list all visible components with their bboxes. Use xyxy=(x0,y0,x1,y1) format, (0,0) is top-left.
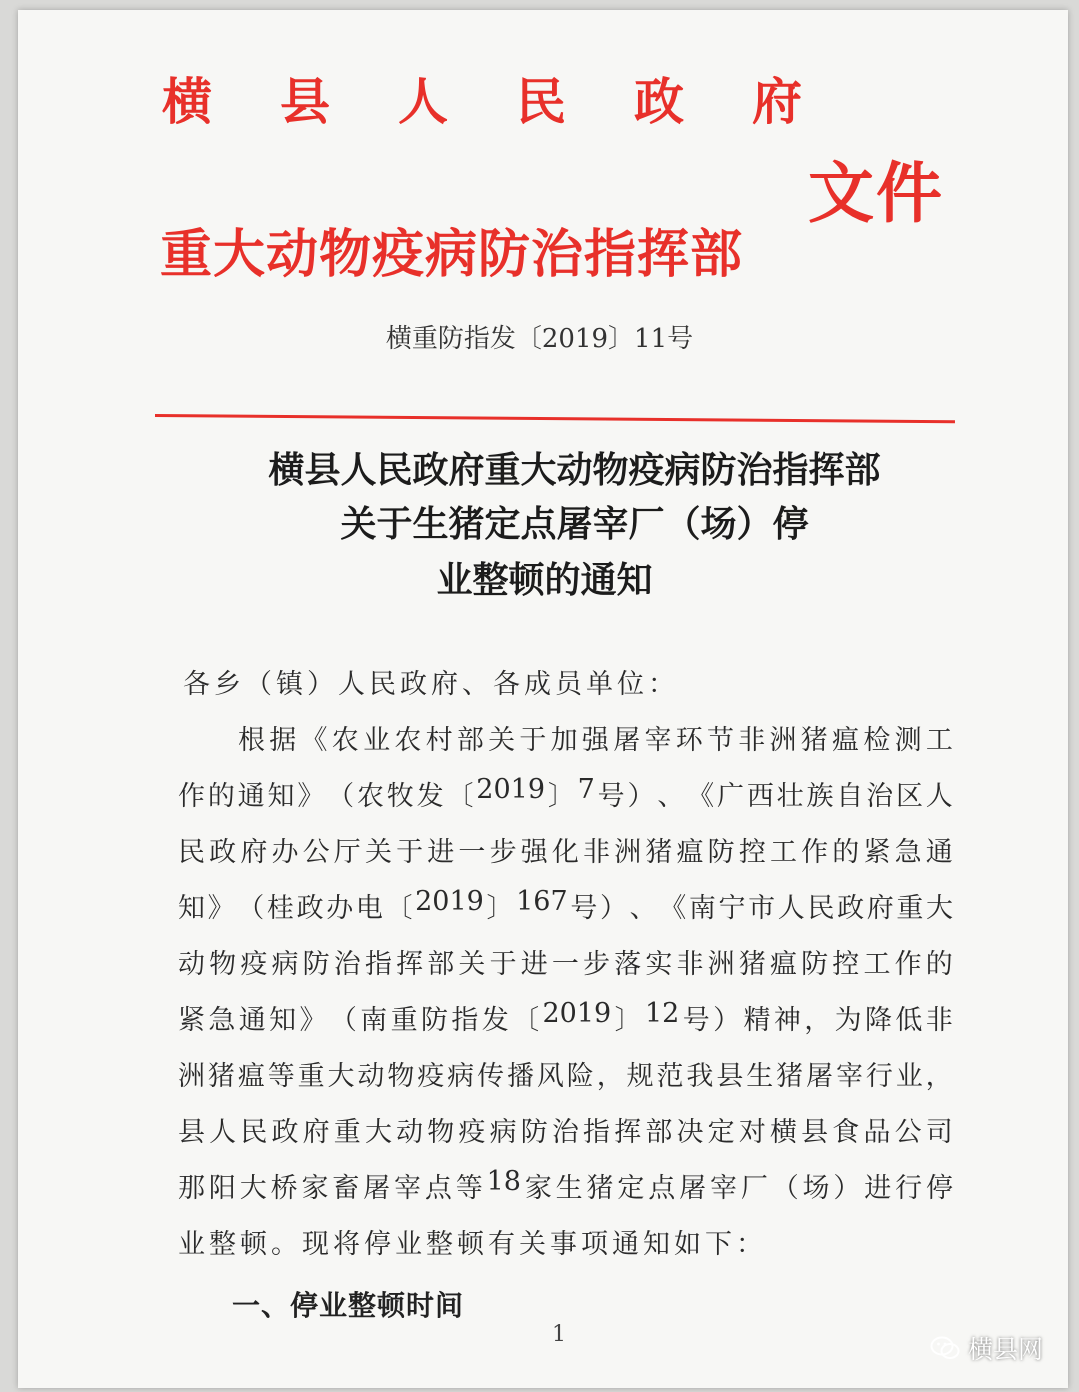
header-char: 横 xyxy=(162,73,212,131)
body-line: 洲 猪 瘟 等 重 大 动 物 疫 病 传 播 风 险 ， 规 范 我 县 生 猪 屠 宰 行 业 ， xyxy=(178,1061,953,1092)
header-char: 县 xyxy=(280,73,330,131)
watermark-text: 横县网 xyxy=(968,1335,1044,1364)
title-line-2: 关于生猪定点屠宰厂（场）停 xyxy=(340,504,809,545)
body-line: 业整顿。现将停业整顿有关事项通知如下： xyxy=(178,1229,767,1260)
header-char: 民 xyxy=(516,73,566,131)
page-number: 1 xyxy=(552,1322,566,1347)
header-char: 人 xyxy=(398,73,448,131)
header-issuer-line1 xyxy=(162,62,802,134)
body-line: 县 人 民 政 府 重 大 动 物 疫 病 防 治 指 挥 部 决 定 对 横 县 食 品 公 司 xyxy=(178,1117,953,1148)
salutation: 各乡（镇）人民政府、各成员单位： xyxy=(183,669,679,700)
header-char: 政 xyxy=(634,73,684,131)
body-line: 作 的 通 知 》 （ 农 牧 发 〔 2019 〕 7 号 ） 、 《 广 西 壮 族 自 治 区 人 xyxy=(178,774,953,812)
wechat-icon xyxy=(930,1335,960,1361)
body-line: 紧 急 通 知 》 （ 南 重 防 指 发 〔 2019 〕 12 号 ） 精 神 ， 为 降 低 非 xyxy=(178,998,953,1036)
watermark xyxy=(930,1330,1043,1366)
header-char: 府 xyxy=(752,73,802,131)
header-document-label: 文件 xyxy=(808,155,944,232)
title-line-3: 业整顿的通知 xyxy=(436,560,653,601)
body-line: 那 阳 大 桥 家 畜 屠 宰 点 等 18 家 生 猪 定 点 屠 宰 厂 （ 场 ） 进 行 停 xyxy=(178,1166,953,1204)
section-heading: 一、停业整顿时间 xyxy=(232,1289,465,1322)
header-issuer-line2: 重大动物疫病防治指挥部 xyxy=(160,225,744,285)
body-line: 动 物 疫 病 防 治 指 挥 部 关 于 进 一 步 落 实 非 洲 猪 瘟 防 控 工 作 的 xyxy=(178,949,953,980)
body-line: 根 据 《 农 业 农 村 部 关 于 加 强 屠 宰 环 节 非 洲 猪 瘟 检 测 工 xyxy=(238,725,953,756)
body-line: 民 政 府 办 公 厅 关 于 进 一 步 强 化 非 洲 猪 瘟 防 控 工 作 的 紧 急 通 xyxy=(178,837,953,868)
document-number: 横重防指发〔2019〕11号 xyxy=(385,324,694,354)
body-line: 知 》 （ 桂 政 办 电 〔 2019 〕 167 号 ） 、 《 南 宁 市 人 民 政 府 重 大 xyxy=(178,886,953,924)
title-line-1: 横县人民政府重大动物疫病防治指挥部 xyxy=(268,450,881,491)
